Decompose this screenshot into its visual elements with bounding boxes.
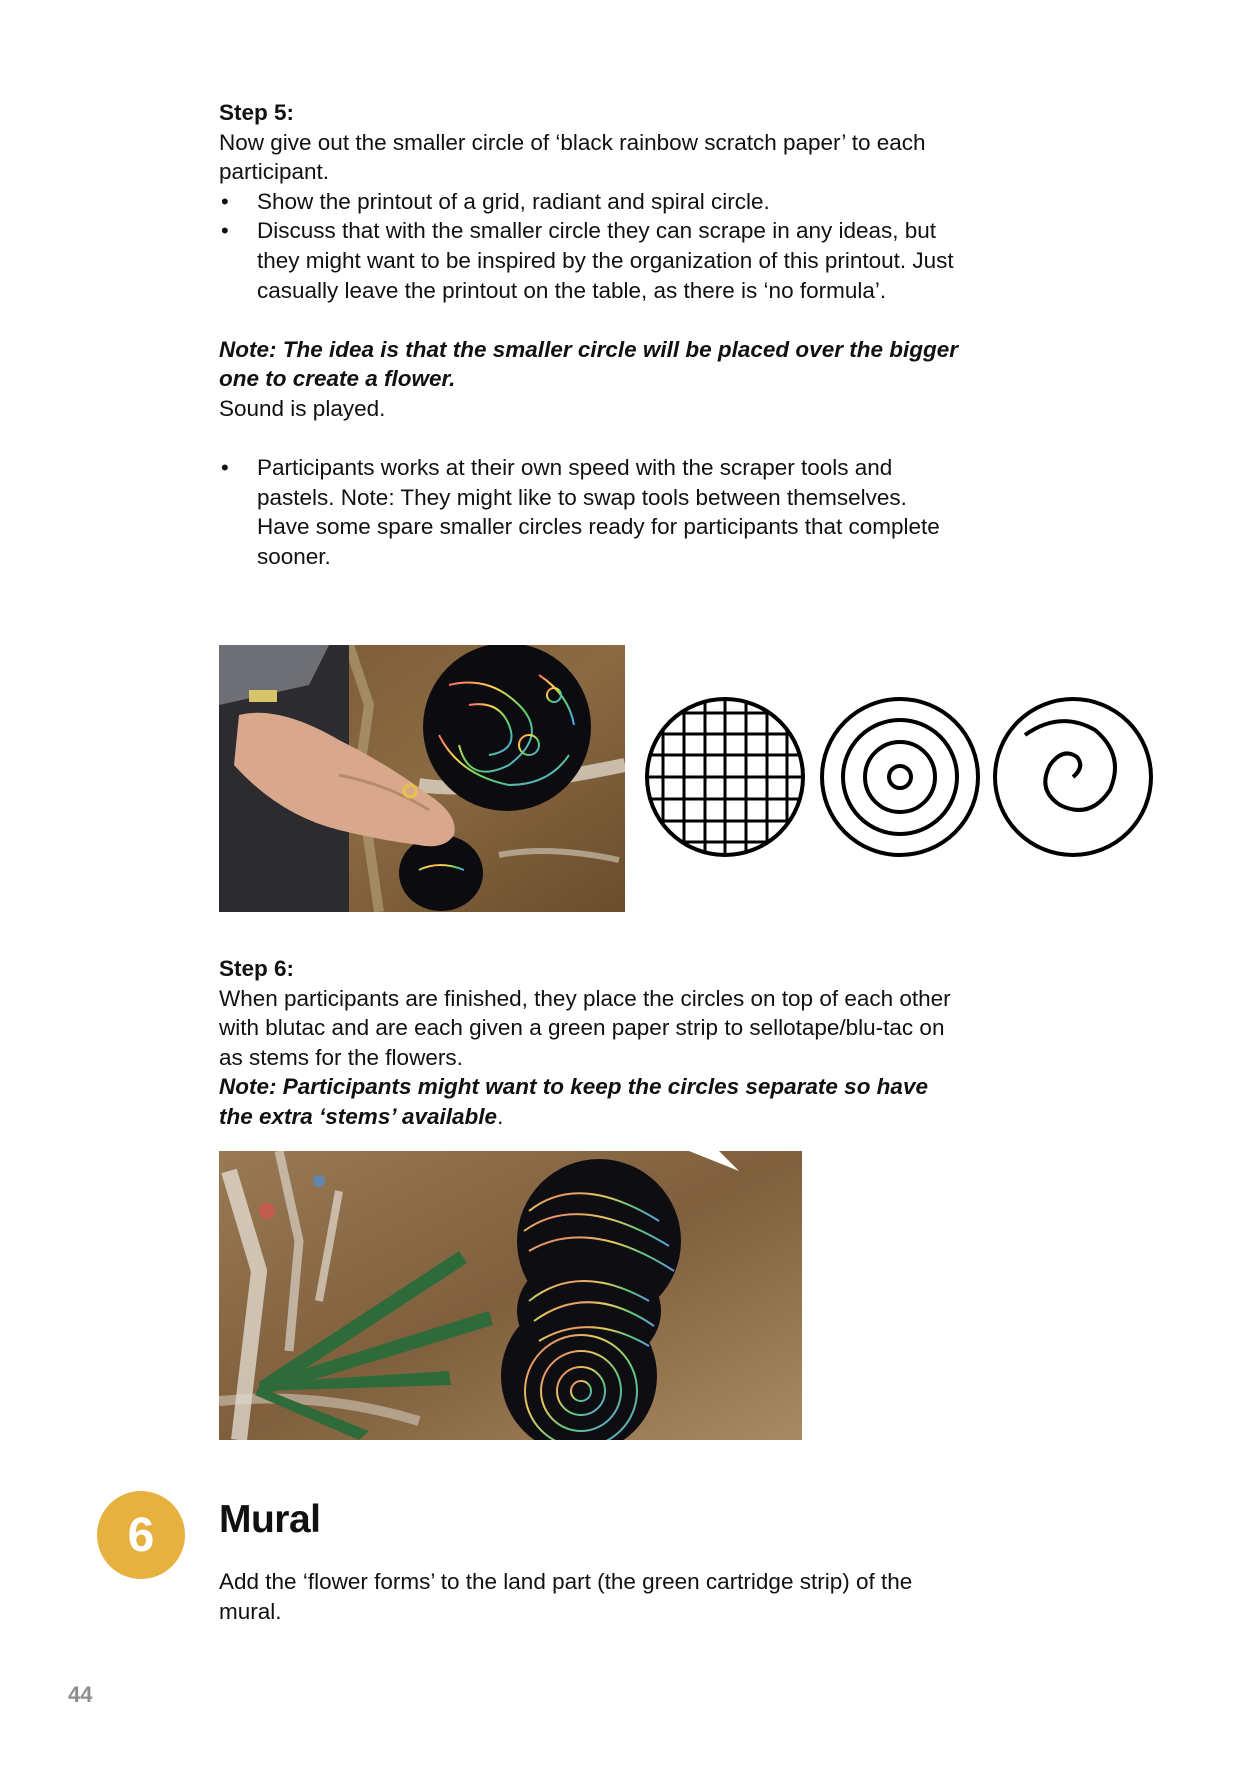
step-5-sound: Sound is played. [219, 395, 386, 421]
step-6-body: When participants are finished, they place the circles on top of each other with blutac and are each given a green paper strip to sellotape/blu-tac on as stems for the flowers. [219, 985, 951, 1070]
pattern-circles [645, 695, 1160, 860]
section-body: Add the ‘flower forms’ to the land part (the green cartridge strip) of the mural. [219, 1569, 913, 1624]
step-5-block [219, 98, 959, 572]
step-6-note: Note: Participants might want to keep the circles separate so have the extra ‘stems’ available [219, 1074, 928, 1129]
radiant-circle-icon [822, 699, 978, 855]
page-number: 44 [68, 1682, 93, 1707]
step-6-note-end: . [497, 1103, 504, 1129]
section-title: Mural [219, 1498, 321, 1541]
step-5-note: Note: The idea is that the smaller circle will be placed over the bigger one to create a flower. [219, 336, 958, 392]
spiral-circle-icon [995, 699, 1151, 855]
photo-flower-forms [219, 1151, 802, 1440]
step-6-block [219, 954, 959, 1132]
list-item: • Show the printout of a grid, radiant and spiral circle. [219, 187, 959, 217]
list-item: • Discuss that with the smaller circle they can scrape in any ideas, but they might want to be inspired by the organization of this printout. Just casually leave the printout on the table, as there is ‘no formula’. [219, 216, 959, 305]
step-5-bullets [219, 187, 959, 305]
list-item: • Participants works at their own speed with the scraper tools and pastels. Note: They might like to swap tools between themselves. Have some spare smaller circles ready for participants that complete sooner. [219, 453, 959, 571]
photo-scratch-circle [219, 645, 625, 912]
step-5-intro: Now give out the smaller circle of ‘black rainbow scratch paper’ to each participant. [219, 129, 926, 185]
step-5-bullets-2 [219, 453, 959, 571]
section-number-badge: 6 [97, 1491, 185, 1579]
step-6-title: Step 6: [219, 956, 295, 981]
step-5-title: Step 5: [219, 100, 295, 125]
grid-circle-icon [645, 695, 805, 860]
